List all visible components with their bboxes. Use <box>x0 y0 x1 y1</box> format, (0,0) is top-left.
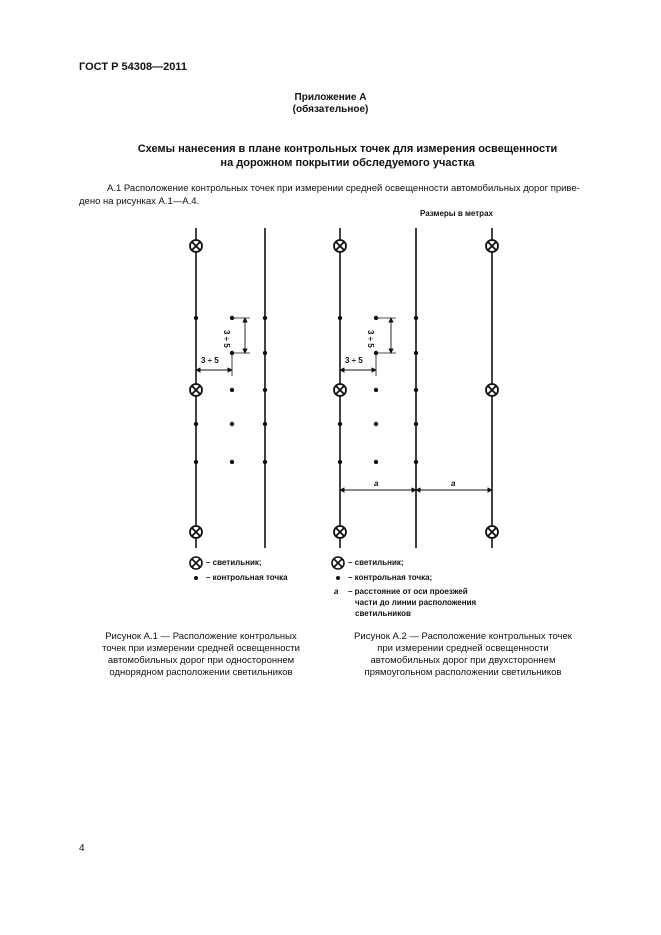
paragraph-line2: дено на рисунках А.1—А.4. <box>79 196 200 207</box>
fig2-legend-a-line3: светильников <box>355 609 411 618</box>
figure1-diagram <box>190 228 267 548</box>
figure2-caption <box>338 631 588 679</box>
fig2-legend-a-line1: – расстояние от оси проезжей <box>348 587 468 596</box>
fig2-legend-a-symbol: a <box>334 587 339 596</box>
fig2-dim-horizontal: 3 ÷ 5 <box>345 356 363 365</box>
caption-line: точек при измерении средней освещенности <box>102 643 300 654</box>
lamp-icon <box>334 384 346 396</box>
dimensions-note: Размеры в метрах <box>420 209 493 218</box>
section-title-line1: Схемы нанесения в плане контрольных точек для измерения освещенности <box>137 143 558 155</box>
caption-line: прямоугольном расположении светильников <box>364 667 562 678</box>
legend-lamp-icon <box>190 557 202 569</box>
legend-lamp-icon <box>332 557 344 569</box>
lamp-icon <box>334 240 346 252</box>
caption-line: при измерении средней освещенности <box>377 643 549 654</box>
fig1-legend-point: – контрольная точка <box>206 573 288 582</box>
fig2-dim-a-left: a <box>374 479 379 488</box>
caption-line: однорядном расположении светильников <box>109 667 293 678</box>
lamp-icon <box>334 526 346 538</box>
control-points <box>338 316 418 464</box>
fig1-legend-lamp: – светильник; <box>206 558 262 567</box>
caption-line: Рисунок А.1 — Расположение контрольных <box>105 631 297 642</box>
caption-line: Рисунок А.2 — Расположение контрольных точек <box>354 631 572 642</box>
legend-point-icon <box>194 576 198 580</box>
annex-note: (обязательное) <box>292 104 369 115</box>
lamp-icon <box>486 526 498 538</box>
section-title-line2: на дорожном покрытии обследуемого участка <box>220 157 475 169</box>
page-number: 4 <box>79 843 85 854</box>
figure2-diagram <box>334 228 498 548</box>
paragraph-line1: А.1 Расположение контрольных точек при измерении средней освещенности автомобильных дорог приве- <box>107 183 580 194</box>
caption-line: автомобильных дорог при двухстороннем <box>370 655 556 666</box>
figure1-caption <box>90 631 312 679</box>
fig1-dim-vertical: 3 ÷ 5 <box>222 330 231 348</box>
fig2-legend-lamp: – светильник; <box>348 558 404 567</box>
lamp-icon <box>486 384 498 396</box>
fig1-dim-horizontal: 3 ÷ 5 <box>201 356 219 365</box>
fig2-dim-vertical: 3 ÷ 5 <box>366 330 375 348</box>
lamp-icon <box>190 384 202 396</box>
legend-point-icon <box>336 576 340 580</box>
fig2-legend-point: – контрольная точка; <box>348 573 433 582</box>
standard-header: ГОСТ Р 54308—2011 <box>79 61 187 73</box>
fig2-dim-a-right: a <box>451 479 456 488</box>
fig2-legend-a-line2: части до линии расположения <box>355 598 477 607</box>
caption-line: автомобильных дорог при одностороннем <box>107 655 295 666</box>
lamp-icon <box>190 240 202 252</box>
lamp-icon <box>190 526 202 538</box>
annex-title: Приложение А <box>294 92 367 103</box>
lamp-icon <box>486 240 498 252</box>
